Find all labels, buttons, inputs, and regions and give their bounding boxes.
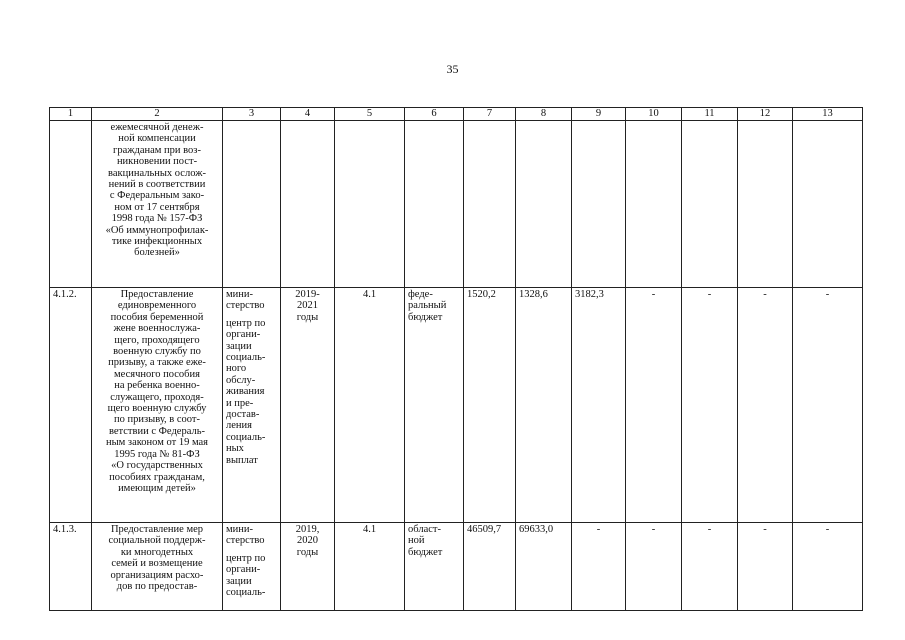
table-row (50, 288, 863, 523)
period: 2019- 2021 годы (281, 288, 335, 523)
value-col10: - (626, 288, 682, 523)
value-col13: - (793, 523, 863, 611)
column-header: 9 (572, 108, 626, 121)
value-col13: - (793, 288, 863, 523)
value-col13 (793, 121, 863, 288)
value-col9: 3182,3 (572, 288, 626, 523)
column-header: 8 (516, 108, 572, 121)
value-col8: 1328,6 (516, 288, 572, 523)
column-header: 3 (223, 108, 281, 121)
period: 2019, 2020 годы (281, 523, 335, 611)
executor-center: центр по органи- зации социаль- ного обслу- живания и пре- достав- ления социаль- ных выплат (226, 317, 266, 466)
value-col12: - (738, 288, 793, 523)
table-row (50, 523, 863, 611)
value-col8: 69633,0 (516, 523, 572, 611)
value-col7 (464, 121, 516, 288)
funding-source (405, 121, 464, 288)
executor (223, 523, 281, 611)
measure-description: ежемесячной денеж- ной компенсации гражданам при воз- никновении пост- вакцинальных ослож- нений в соответствии с Федеральным зако- ном от 17 сентября 1998 года № 157-ФЗ «Об иммунопрофилак- тике инфекционных болезней» (92, 121, 223, 288)
value-col9: - (572, 523, 626, 611)
value-col9 (572, 121, 626, 288)
table-row (50, 121, 863, 288)
measure-description: Предоставление мер социальной поддерж- ки многодетных семей и возмещение организациям расхо- дов по предостав- (92, 523, 223, 611)
value-col12: - (738, 523, 793, 611)
row-number: 4.1.3. (50, 523, 92, 611)
budget-table (49, 107, 863, 611)
indicator-ref: 4.1 (335, 288, 405, 523)
row-number: 4.1.2. (50, 288, 92, 523)
value-col10 (626, 121, 682, 288)
column-header: 5 (335, 108, 405, 121)
funding-source: област- ной бюджет (405, 523, 464, 611)
column-header: 12 (738, 108, 793, 121)
executor-center: центр по органи- зации социаль- (226, 552, 266, 599)
executor-ministry: мини- стерство (226, 289, 265, 312)
value-col11: - (682, 523, 738, 611)
value-col12 (738, 121, 793, 288)
period (281, 121, 335, 288)
executor (223, 288, 281, 523)
page-number: 35 (446, 62, 459, 76)
funding-source: феде- ральный бюджет (405, 288, 464, 523)
measure-description: Предоставление единовременного пособия беременной жене военнослужа- щего, проходящего военную службу по призыву, а также еже- месячного пособия на ребенка военно- служащего, проходя- щего военную службу по призыву, в соот- ветствии с Федераль- ным законом от 19 мая 1995 года № 81-ФЗ «О государственных пособиях гражданам, имеющим детей» (92, 288, 223, 523)
column-header: 1 (50, 108, 92, 121)
column-header: 2 (92, 108, 223, 121)
column-header: 4 (281, 108, 335, 121)
column-header: 7 (464, 108, 516, 121)
header-row (50, 108, 863, 121)
value-col11 (682, 121, 738, 288)
indicator-ref: 4.1 (335, 523, 405, 611)
value-col7: 46509,7 (464, 523, 516, 611)
value-col10: - (626, 523, 682, 611)
executor (223, 121, 281, 288)
column-header: 6 (405, 108, 464, 121)
row-number (50, 121, 92, 288)
value-col11: - (682, 288, 738, 523)
column-header: 13 (793, 108, 863, 121)
column-header: 11 (682, 108, 738, 121)
column-header: 10 (626, 108, 682, 121)
executor-ministry: мини- стерство (226, 524, 265, 547)
indicator-ref (335, 121, 405, 288)
value-col7: 1520,2 (464, 288, 516, 523)
value-col8 (516, 121, 572, 288)
